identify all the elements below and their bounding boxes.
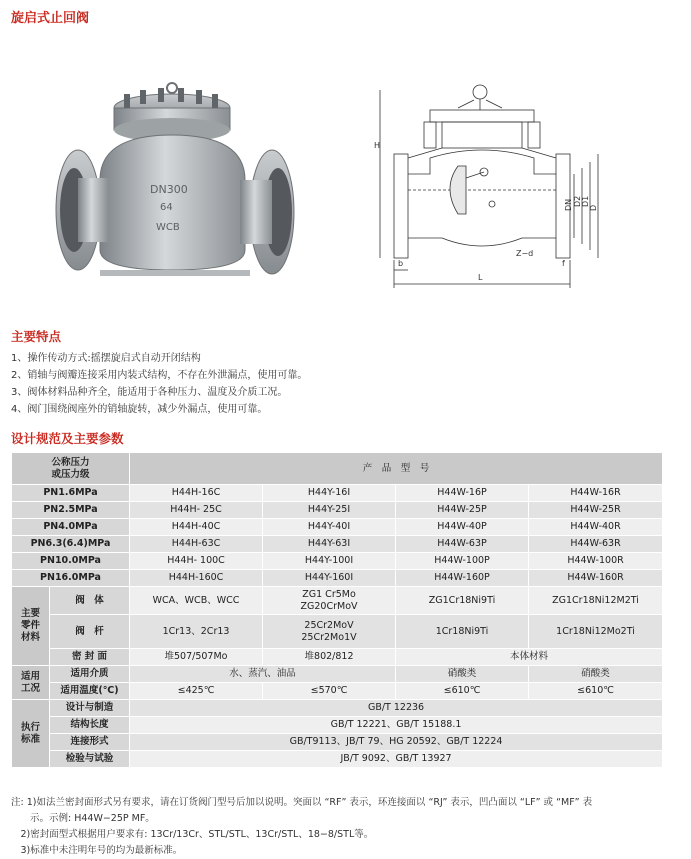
model-cell: H44W-63R xyxy=(529,536,663,553)
dim-H: H xyxy=(374,141,381,150)
header-pressure: 公称压力 或压力级 xyxy=(12,453,130,485)
dimension-drawing xyxy=(372,78,612,296)
note-line: 注: 1)如法兰密封面形式另有要求，请在订货阀门型号后加以说明。突面以 “RF” 表示，环连接面以 “RJ” 表示，凹凸面以 “LF” 或 “MF” 表 xyxy=(11,797,593,808)
seal-material: 本体材料 xyxy=(396,649,663,666)
pressure-label: PN4.0MPa xyxy=(12,519,130,536)
spec-heading: 设计规范及主要参数 xyxy=(11,431,124,446)
feature-item: 1、操作传动方式:摇摆旋启式自动开闭结构 xyxy=(11,353,201,364)
model-cell: H44Y-40I xyxy=(263,519,396,536)
standard-value: GB/T9113、JB/T 79、HG 20592、GB/T 12224 xyxy=(130,734,663,751)
media-value: 硝酸类 xyxy=(396,666,529,683)
standard-label: 设计与制造 xyxy=(50,700,130,717)
standard-value: GB/T 12221、GB/T 15188.1 xyxy=(130,717,663,734)
dim-L: L xyxy=(478,273,483,282)
pressure-label: PN16.0MPa xyxy=(12,570,130,587)
seal-label: 密 封 面 xyxy=(50,649,130,666)
feature-item: 4、阀门围绕阀座外的销轴旋转，减少外漏点，使用可靠。 xyxy=(11,404,268,415)
model-cell: H44Y-160I xyxy=(263,570,396,587)
stem-material: 1Cr13、2Cr13 xyxy=(130,615,263,649)
pressure-label: PN10.0MPa xyxy=(12,553,130,570)
note-line: 3)标准中未注明年号的均为最新标准。 xyxy=(11,845,183,856)
media-value: 硝酸类 xyxy=(529,666,663,683)
pressure-row xyxy=(12,519,663,536)
model-cell: H44W-16R xyxy=(529,485,663,502)
features-list xyxy=(11,350,307,418)
temp-value: ≤610℃ xyxy=(529,683,663,700)
pressure-row xyxy=(12,536,663,553)
spec-table xyxy=(11,452,663,768)
stem-material: 25Cr2MoV 25Cr2Mo1V xyxy=(263,615,396,649)
temp-label: 适用温度(℃) xyxy=(50,683,130,700)
model-cell: H44W-160P xyxy=(396,570,529,587)
stem-material: 1Cr18Ni12Mo2Ti xyxy=(529,615,663,649)
dim-D: D xyxy=(589,204,598,211)
seal-material: 堆507/507Mo xyxy=(130,649,263,666)
dim-DN: DN xyxy=(564,198,573,211)
body-label: 阀 体 xyxy=(50,587,130,615)
stem-material: 1Cr18Ni9Ti xyxy=(396,615,529,649)
features-heading: 主要特点 xyxy=(11,329,62,344)
model-cell: H44Y-100I xyxy=(263,553,396,570)
conditions-category: 适用 工况 xyxy=(12,666,50,700)
standard-value: GB/T 12236 xyxy=(130,700,663,717)
photo-mark-dn: DN300 xyxy=(150,183,188,196)
note-line: 示。示例: H44W−25P MF。 xyxy=(11,813,155,824)
feature-item: 3、阀体材料品种齐全，能适用于各种压力、温度及介质工况。 xyxy=(11,387,288,398)
photo-mark-mat: WCB xyxy=(156,222,180,233)
temp-value: ≤570℃ xyxy=(263,683,396,700)
model-cell: H44Y-63I xyxy=(263,536,396,553)
body-material: ZG1Cr18Ni12M2Ti xyxy=(529,587,663,615)
dim-D2: D2 xyxy=(573,195,582,207)
model-cell: H44H-40C xyxy=(130,519,263,536)
media-value: 水、蒸汽、油品 xyxy=(130,666,396,683)
note-line: 2)密封面型式根据用户要求有: 13Cr/13Cr、STL/STL、13Cr/STL、18−8/STL等。 xyxy=(11,829,374,840)
model-cell: H44W-16P xyxy=(396,485,529,502)
temp-value: ≤610℃ xyxy=(396,683,529,700)
model-cell: H44W-40R xyxy=(529,519,663,536)
model-cell: H44H- 100C xyxy=(130,553,263,570)
body-material: ZG1 Cr5Mo ZG20CrMoV xyxy=(263,587,396,615)
body-material: WCA、WCB、WCC xyxy=(130,587,263,615)
page-title: 旋启式止回阀 xyxy=(11,11,90,26)
seal-material: 堆802/812 xyxy=(263,649,396,666)
header-product-model: 产 品 型 号 xyxy=(130,453,663,485)
pressure-row xyxy=(12,553,663,570)
standard-label: 连接形式 xyxy=(50,734,130,751)
model-cell: H44W-100R xyxy=(529,553,663,570)
photo-mark-pn: 64 xyxy=(160,202,173,213)
model-cell: H44H- 25C xyxy=(130,502,263,519)
model-cell: H44W-160R xyxy=(529,570,663,587)
pressure-label: PN2.5MPa xyxy=(12,502,130,519)
dim-D1: D1 xyxy=(581,195,590,207)
model-cell: H44W-25P xyxy=(396,502,529,519)
standards-category: 执行 标准 xyxy=(12,700,50,768)
model-cell: H44H-16C xyxy=(130,485,263,502)
model-cell: H44W-25R xyxy=(529,502,663,519)
model-cell: H44W-40P xyxy=(396,519,529,536)
valve-photo xyxy=(40,80,310,300)
pressure-label: PN6.3(6.4)MPa xyxy=(12,536,130,553)
dim-Zd: Z−d xyxy=(516,249,534,258)
model-cell: H44Y-16I xyxy=(263,485,396,502)
model-cell: H44H-160C xyxy=(130,570,263,587)
pressure-row xyxy=(12,485,663,502)
feature-item: 2、销轴与阀瓣连接采用内装式结构，不存在外泄漏点，使用可靠。 xyxy=(11,370,308,381)
notes xyxy=(11,795,592,859)
dim-f: f xyxy=(562,259,565,268)
media-label: 适用介质 xyxy=(50,666,130,683)
standard-value: JB/T 9092、GB/T 13927 xyxy=(130,751,663,768)
standard-label: 检验与试验 xyxy=(50,751,130,768)
model-cell: H44W-100P xyxy=(396,553,529,570)
standard-label: 结构长度 xyxy=(50,717,130,734)
pressure-row xyxy=(12,570,663,587)
model-cell: H44Y-25I xyxy=(263,502,396,519)
pressure-row xyxy=(12,502,663,519)
body-material: ZG1Cr18Ni9Ti xyxy=(396,587,529,615)
dim-b: b xyxy=(398,259,404,268)
temp-value: ≤425℃ xyxy=(130,683,263,700)
materials-category: 主要 零件 材料 xyxy=(12,587,50,666)
model-cell: H44W-63P xyxy=(396,536,529,553)
pressure-label: PN1.6MPa xyxy=(12,485,130,502)
stem-label: 阀 杆 xyxy=(50,615,130,649)
model-cell: H44H-63C xyxy=(130,536,263,553)
